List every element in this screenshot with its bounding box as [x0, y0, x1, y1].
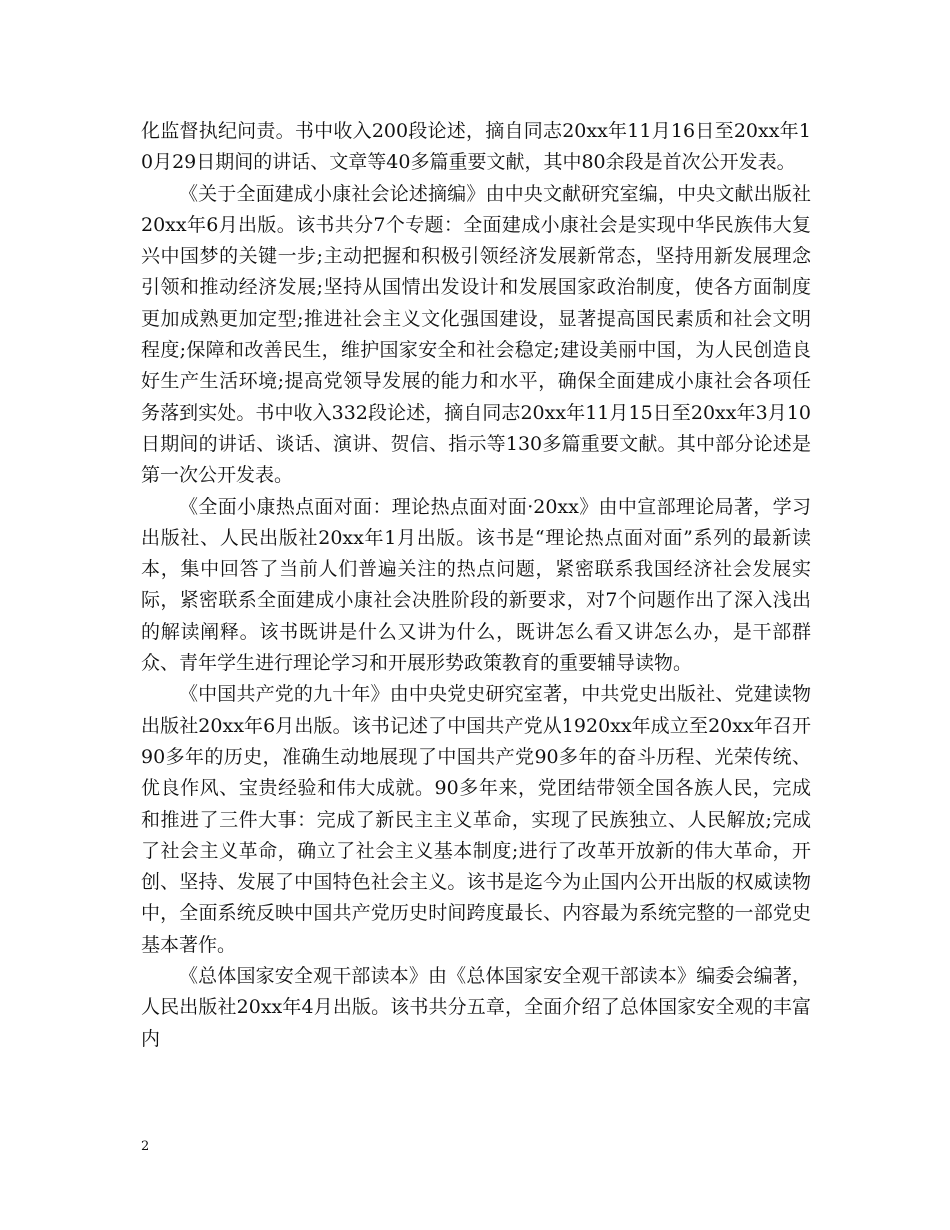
page-number: 2 [141, 1139, 150, 1154]
paragraph-4: 《中国共产党的九十年》由中央党史研究室著，中共党史出版社、党建读物出版社20xx年6月出版。该书记述了中国共产党从1920xx年成立至20xx年召开90多年的历史，准确生动地展现了中国共产党90多年的奋斗历程、光荣传统、优良作风、宝贵经验和伟大成就。90多年来，党团结带领全国各族人民，完成和推进了三件大事：完成了新民主主义革命，实现了民族独立、人民解放;完成了社会主义革命，确立了社会主义基本制度;进行了改革开放新的伟大革命，开创、坚持、发展了中国特色社会主义。该书是迄今为止国内公开出版的权威读物中，全面系统反映中国共产党历史时间跨度最长、内容最为系统完整的一部党史基本著作。 [141, 683, 811, 956]
document-body [141, 116, 811, 1055]
paragraph-1: 化监督执纪问责。书中收入200段论述，摘自同志20xx年11月16日至20xx年10月29日期间的讲话、文章等40多篇重要文献，其中80余段是首次公开发表。 [141, 120, 811, 174]
paragraph-5: 《总体国家安全观干部读本》由《总体国家安全观干部读本》编委会编著，人民出版社20xx年4月出版。该书共分五章，全面介绍了总体国家安全观的丰富内 [141, 965, 811, 1050]
paragraph-3: 《全面小康热点面对面：理论热点面对面·20xx》由中宣部理论局著，学习出版社、人民出版社20xx年1月出版。该书是“理论热点面对面”系列的最新读本，集中回答了当前人们普遍关注的热点问题，紧密联系我国经济社会发展实际，紧密联系全面建成小康社会决胜阶段的新要求，对7个问题作出了深入浅出的解读阐释。该书既讲是什么又讲为什么，既讲怎么看又讲怎么办，是干部群众、青年学生进行理论学习和开展形势政策教育的重要辅导读物。 [141, 495, 811, 675]
paragraph-2: 《关于全面建成小康社会论述摘编》由中央文献研究室编，中央文献出版社20xx年6月出版。该书共分7个专题：全面建成小康社会是实现中华民族伟大复兴中国梦的关键一步;主动把握和积极引领经济发展新常态，坚持用新发展理念引领和推动经济发展;坚持从国情出发设计和发展国家政治制度，使各方面制度更加成熟更加定型;推进社会主义文化强国建设，显著提高国民素质和社会文明程度;保障和改善民生，维护国家安全和社会稳定;建设美丽中国，为人民创造良好生产生活环境;提高党领导发展的能力和水平，确保全面建成小康社会各项任务落到实处。书中收入332段论述，摘自同志20xx年11月15日至20xx年3月10日期间的讲话、谈话、演讲、贺信、指示等130多篇重要文献。其中部分论述是第一次公开发表。 [141, 182, 811, 487]
